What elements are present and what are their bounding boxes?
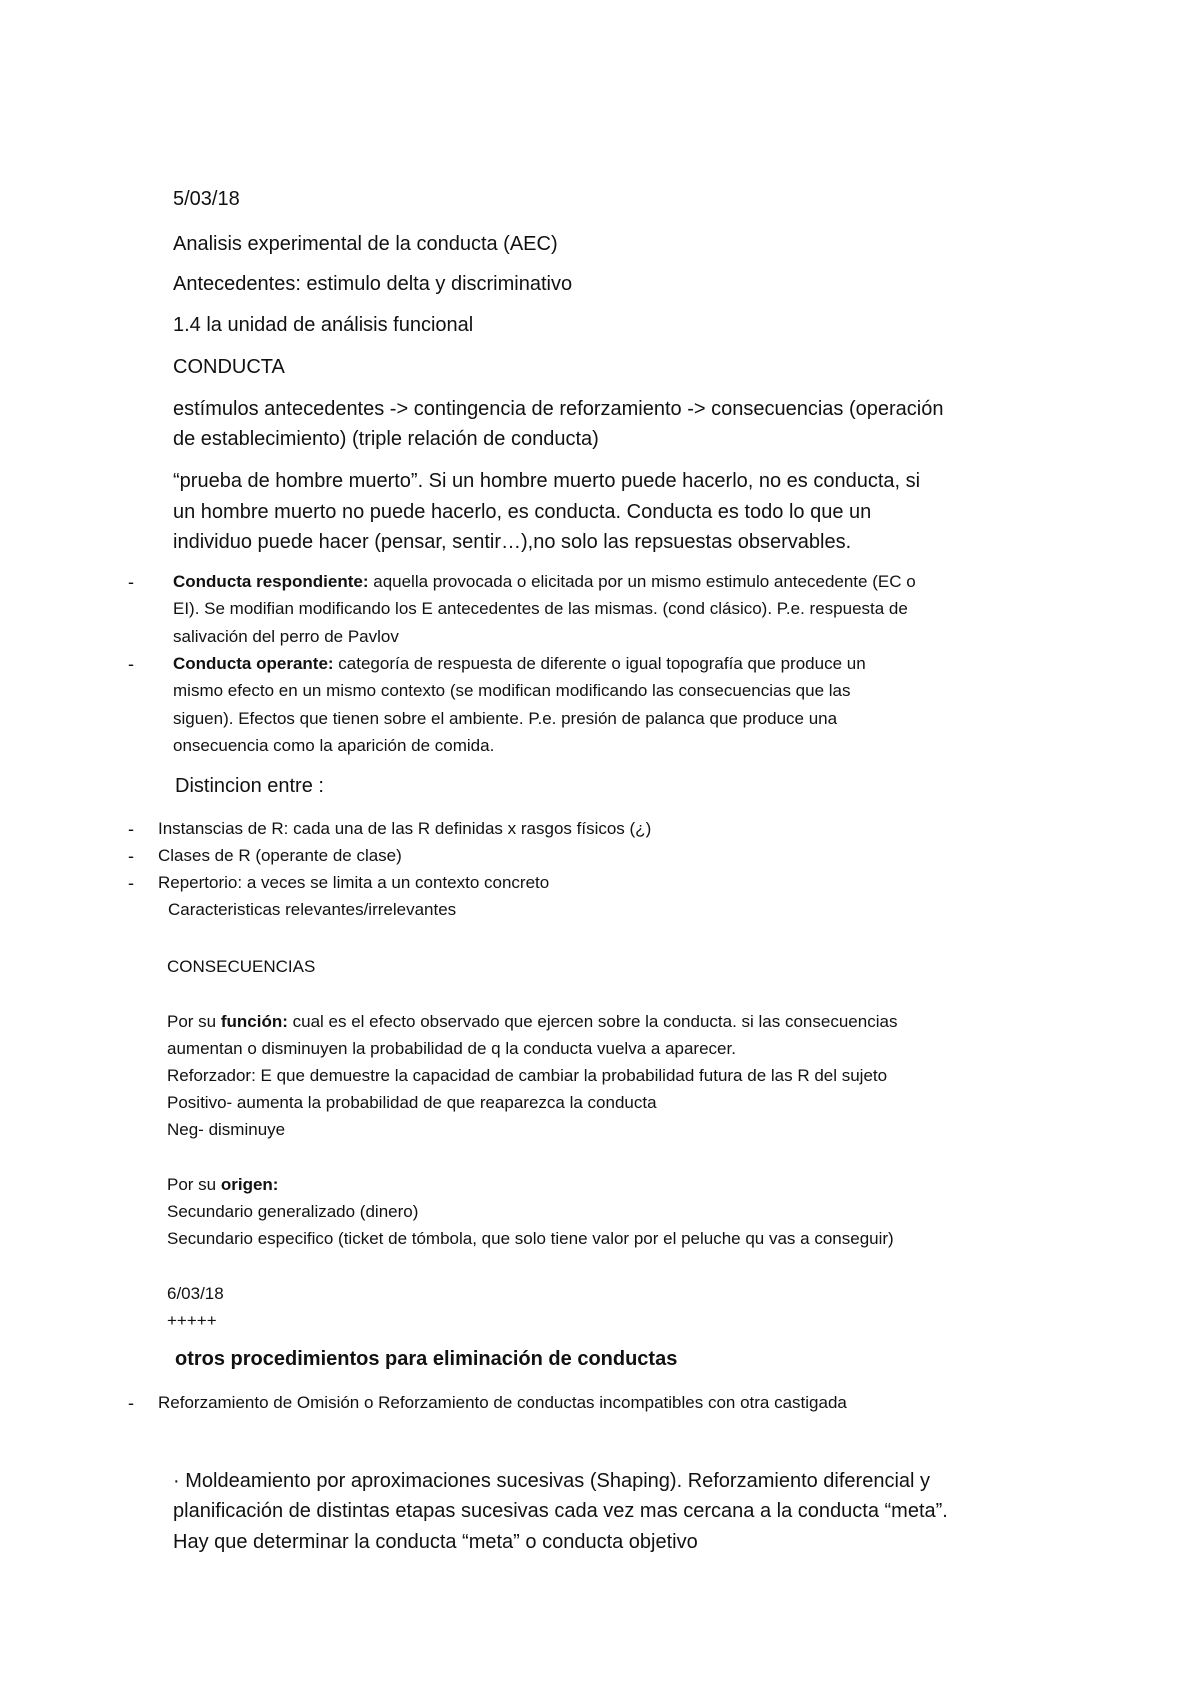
distinction-extra: Caracteristicas relevantes/irrelevantes bbox=[168, 900, 457, 919]
dead-man-test-line-1: “prueba de hombre muerto”. Si un hombre muerto puede hacerlo, no es conducta, si bbox=[173, 470, 921, 492]
secundario-especifico: Secundario especifico (ticket de tómbola, que solo tiene valor por el peluche qu vas a conseguir) bbox=[167, 1229, 894, 1248]
operant-line-1 bbox=[173, 654, 866, 674]
bullet-dash: - bbox=[128, 654, 134, 674]
omission-item: Reforzamiento de Omisión o Reforzamiento de conductas incompatibles con otra castigada bbox=[158, 1393, 847, 1412]
document-title: Analisis experimental de la conducta (AEC) bbox=[173, 233, 558, 255]
conducta-heading: CONDUCTA bbox=[173, 356, 285, 378]
secundario-generalizado: Secundario generalizado (dinero) bbox=[167, 1202, 419, 1221]
date-heading: 5/03/18 bbox=[173, 188, 240, 210]
bullet-dash: - bbox=[128, 819, 134, 839]
reforzador-line: Reforzador: E que demuestre la capacidad de cambiar la probabilidad futura de las R del sujeto bbox=[167, 1066, 888, 1085]
operant-text: categoría de respuesta de diferente o igual topografía que produce un bbox=[333, 654, 866, 673]
shaping-line-3: Hay que determinar la conducta “meta” o conducta objetivo bbox=[173, 1531, 698, 1553]
respondent-line-1 bbox=[173, 572, 916, 592]
origin-prefix: Por su bbox=[167, 1175, 221, 1194]
antecedents-line: Antecedentes: estimulo delta y discriminativo bbox=[173, 273, 573, 295]
function-label: función: bbox=[220, 1012, 288, 1031]
dead-man-test-line-3: individuo puede hacer (pensar, sentir…),no solo las repsuestas observables. bbox=[173, 531, 852, 553]
bullet-dash: - bbox=[128, 572, 134, 592]
triple-relation-line-1: estímulos antecedentes -> contingencia de reforzamiento -> consecuencias (operación bbox=[173, 398, 944, 420]
operant-line-2: mismo efecto en un mismo contexto (se modifican modificando las consecuencias que las bbox=[173, 681, 851, 700]
bullet-dash: - bbox=[128, 1393, 134, 1413]
origin-line bbox=[167, 1175, 278, 1195]
elimination-heading-text: otros procedimientos para eliminación de conductas bbox=[175, 1348, 678, 1370]
distinction-item-2: Clases de R (operante de clase) bbox=[158, 846, 402, 865]
second-date: 6/03/18 bbox=[167, 1284, 224, 1303]
operant-line-4: onsecuencia como la aparición de comida. bbox=[173, 736, 495, 755]
bullet-dash: - bbox=[128, 846, 134, 866]
function-text: cual es el efecto observado que ejercen sobre la conducta. si las consecuencias bbox=[287, 1012, 898, 1031]
positivo-line: Positivo- aumenta la probabilidad de que reaparezca la conducta bbox=[167, 1093, 657, 1112]
distinction-heading: Distincion entre : bbox=[175, 775, 324, 797]
respondent-line-3: salivación del perro de Pavlov bbox=[173, 627, 399, 646]
distinction-item-3: Repertorio: a veces se limita a un contexto concreto bbox=[158, 873, 550, 892]
function-line-2: aumentan o disminuyen la probabilidad de q la conducta vuelva a aparecer. bbox=[167, 1039, 736, 1058]
negativo-line: Neg- disminuye bbox=[167, 1120, 286, 1139]
respondent-label: Conducta respondiente: bbox=[173, 572, 369, 591]
section-heading: 1.4 la unidad de análisis funcional bbox=[173, 314, 474, 336]
shaping-line-1: · Moldeamiento por aproximaciones sucesivas (Shaping). Reforzamiento diferencial y bbox=[173, 1470, 931, 1492]
function-line-1 bbox=[167, 1012, 897, 1032]
consequences-heading: CONSECUENCIAS bbox=[167, 957, 316, 976]
bullet-dash: - bbox=[128, 873, 134, 893]
distinction-item-1: Instanscias de R: cada una de las R definidas x rasgos físicos (¿) bbox=[158, 819, 652, 838]
plus-separator: +++++ bbox=[167, 1311, 217, 1330]
origin-label: origen: bbox=[220, 1175, 279, 1194]
operant-label: Conducta operante: bbox=[173, 654, 334, 673]
shaping-line-2: planificación de distintas etapas sucesivas cada vez mas cercana a la conducta “meta”. bbox=[173, 1500, 948, 1522]
function-prefix: Por su bbox=[167, 1012, 221, 1031]
triple-relation-line-2: de establecimiento) (triple relación de conducta) bbox=[173, 428, 599, 450]
dead-man-test-line-2: un hombre muerto no puede hacerlo, es conducta. Conducta es todo lo que un bbox=[173, 501, 872, 523]
respondent-text: aquella provocada o elicitada por un mismo estimulo antecedente (EC o bbox=[368, 572, 916, 591]
elimination-heading bbox=[175, 1348, 677, 1371]
operant-line-3: siguen). Efectos que tienen sobre el ambiente. P.e. presión de palanca que produce una bbox=[173, 709, 838, 728]
respondent-line-2: EI). Se modifian modificando los E antecedentes de las mismas. (cond clásico). P.e. respuesta de bbox=[173, 599, 908, 618]
